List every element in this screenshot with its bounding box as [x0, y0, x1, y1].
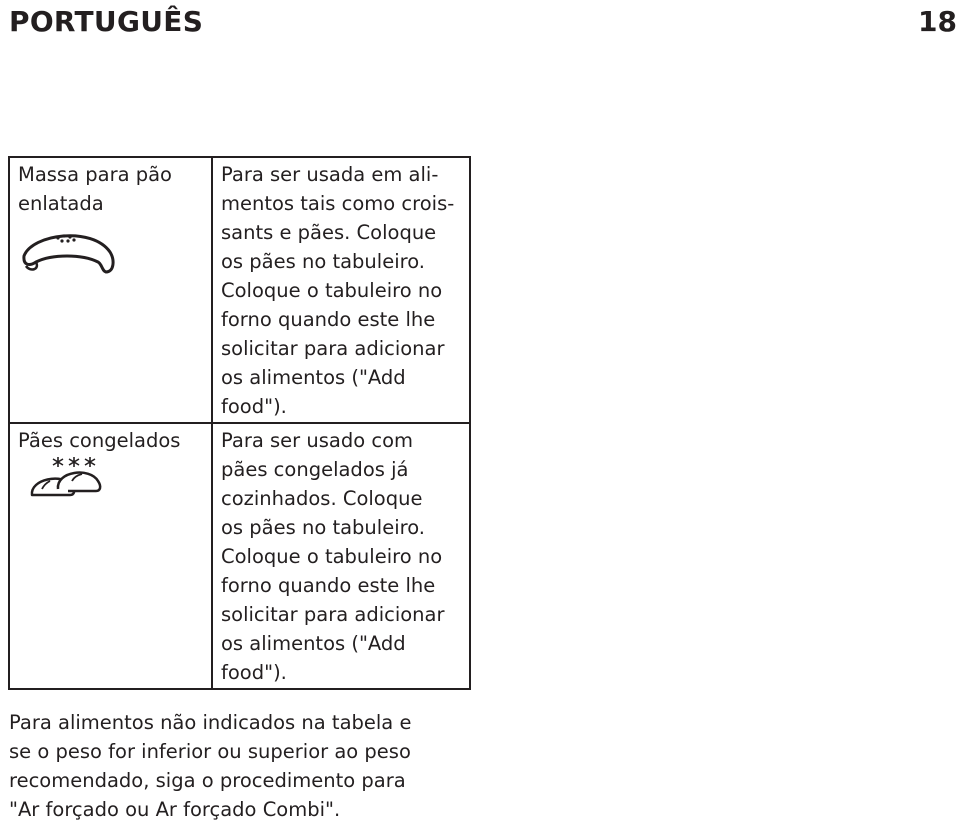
table-row [9, 157, 470, 423]
program-description-cell [212, 423, 470, 689]
program-description: Para ser usada em ali- mentos tais como crois- sants e pães. Coloque os pães no tabuleiro. Coloque o tabuleiro no forno quando este lhe solicitar para adicionar os alimentos ("Add food"). [221, 163, 455, 418]
page-language-heading: PORTUGUÊS [9, 5, 204, 38]
program-name-cell [9, 157, 212, 423]
frozen-bread-icon [28, 455, 211, 501]
program-name: Massa para pão enlatada [18, 163, 172, 215]
table-row [9, 423, 470, 689]
program-name-cell [9, 423, 212, 689]
croissant-icon [18, 226, 211, 276]
program-name: Pães congelados [18, 429, 181, 452]
footer-note: Para alimentos não indicados na tabela e se o peso for inferior ou superior ao peso recomendado, siga o procedimento para "Ar forçado ou Ar forçado Combi". [9, 711, 412, 821]
page-number: 18 [918, 5, 957, 38]
program-description-cell [212, 157, 470, 423]
program-table [8, 156, 471, 690]
program-description: Para ser usado com pães congelados já cozinhados. Coloque os pães no tabuleiro. Coloque o tabuleiro no forno quando este lhe solicitar para adicionar os alimentos ("Add food"). [221, 429, 445, 684]
